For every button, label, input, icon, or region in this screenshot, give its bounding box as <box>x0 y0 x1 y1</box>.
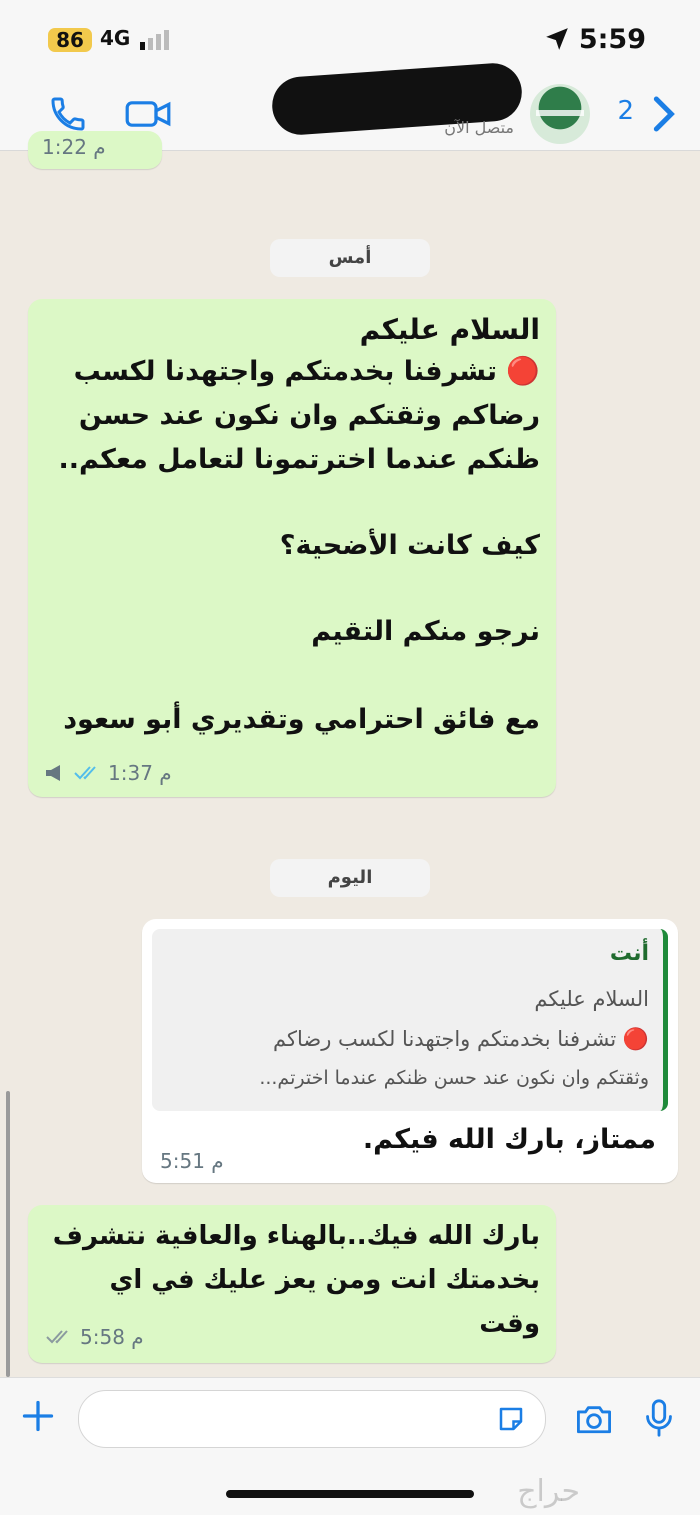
video-call-icon[interactable] <box>124 94 172 134</box>
home-indicator[interactable] <box>226 1490 474 1498</box>
message-time: 1:37 م <box>108 761 172 785</box>
read-ticks-icon <box>74 765 102 781</box>
message-input-container[interactable] <box>78 1390 546 1448</box>
message-composer <box>0 1377 700 1515</box>
message-line: مع فائق احترامي وتقديري أبو سعود <box>63 704 540 735</box>
message-line: نرجو منكم التقيم <box>311 616 540 647</box>
quote-line: السلام عليكم <box>534 987 649 1011</box>
sticker-icon[interactable] <box>496 1404 526 1434</box>
message-line: بخدمتك انت ومن يعز عليك في اي <box>109 1265 540 1295</box>
message-bubble-incoming[interactable] <box>28 299 556 797</box>
date-separator-today: اليوم <box>270 859 430 897</box>
message-line: بارك الله فيك..بالهناء والعافية نتشرف <box>52 1221 540 1251</box>
message-time: 5:51 م <box>160 1149 224 1173</box>
plus-icon[interactable] <box>20 1398 56 1434</box>
delivered-ticks-icon <box>46 1329 74 1345</box>
microphone-icon[interactable] <box>644 1398 674 1438</box>
message-line: كيف كانت الأضحية؟ <box>279 530 540 561</box>
message-line: ظنكم عندما اخترتمونا لتعامل معكم.. <box>58 444 540 475</box>
quoted-message[interactable] <box>152 929 668 1111</box>
camera-icon[interactable] <box>574 1402 614 1436</box>
battery-indicator: 86 <box>48 28 92 52</box>
contact-avatar[interactable] <box>530 84 590 144</box>
message-time: 1:22 م <box>42 135 106 159</box>
status-bar <box>0 0 700 80</box>
megaphone-icon <box>44 763 68 783</box>
quote-line: وثقتكم وان نكون عند حسن ظنكم عندما اخترتم... <box>259 1067 649 1089</box>
unread-count[interactable]: 2 <box>617 96 634 126</box>
message-bubble-incoming[interactable] <box>28 1205 556 1363</box>
message-bubble-partial[interactable] <box>28 131 162 169</box>
message-input[interactable] <box>99 1391 503 1447</box>
location-arrow-icon <box>544 26 570 52</box>
message-line: وقت <box>479 1309 540 1339</box>
message-text: ممتاز، بارك الله فيكم. <box>362 1124 656 1155</box>
status-time: 5:59 <box>578 24 646 55</box>
message-line: السلام عليكم <box>359 313 540 346</box>
date-separator-yesterday: أمس <box>270 239 430 277</box>
scrollbar[interactable] <box>6 1091 10 1377</box>
phone-call-icon[interactable] <box>48 94 88 134</box>
chat-area[interactable] <box>0 135 700 1377</box>
watermark: حراج <box>517 1474 580 1509</box>
quote-author: أنت <box>609 941 649 966</box>
contact-status: متصل الآن <box>444 118 514 137</box>
message-line: رضاكم وثقتكم وان نكون عند حسن <box>78 400 540 431</box>
chevron-right-icon[interactable] <box>648 94 678 134</box>
message-line: 🔴 تشرفنا بخدمتكم واجتهدنا لكسب <box>73 356 540 387</box>
quote-line: 🔴 تشرفنا بخدمتكم واجتهدنا لكسب رضاكم <box>273 1027 649 1051</box>
message-time: 5:58 م <box>80 1325 144 1349</box>
message-bubble-outgoing[interactable] <box>142 919 678 1183</box>
network-label: 4G <box>100 26 131 50</box>
signal-icon <box>140 30 174 50</box>
